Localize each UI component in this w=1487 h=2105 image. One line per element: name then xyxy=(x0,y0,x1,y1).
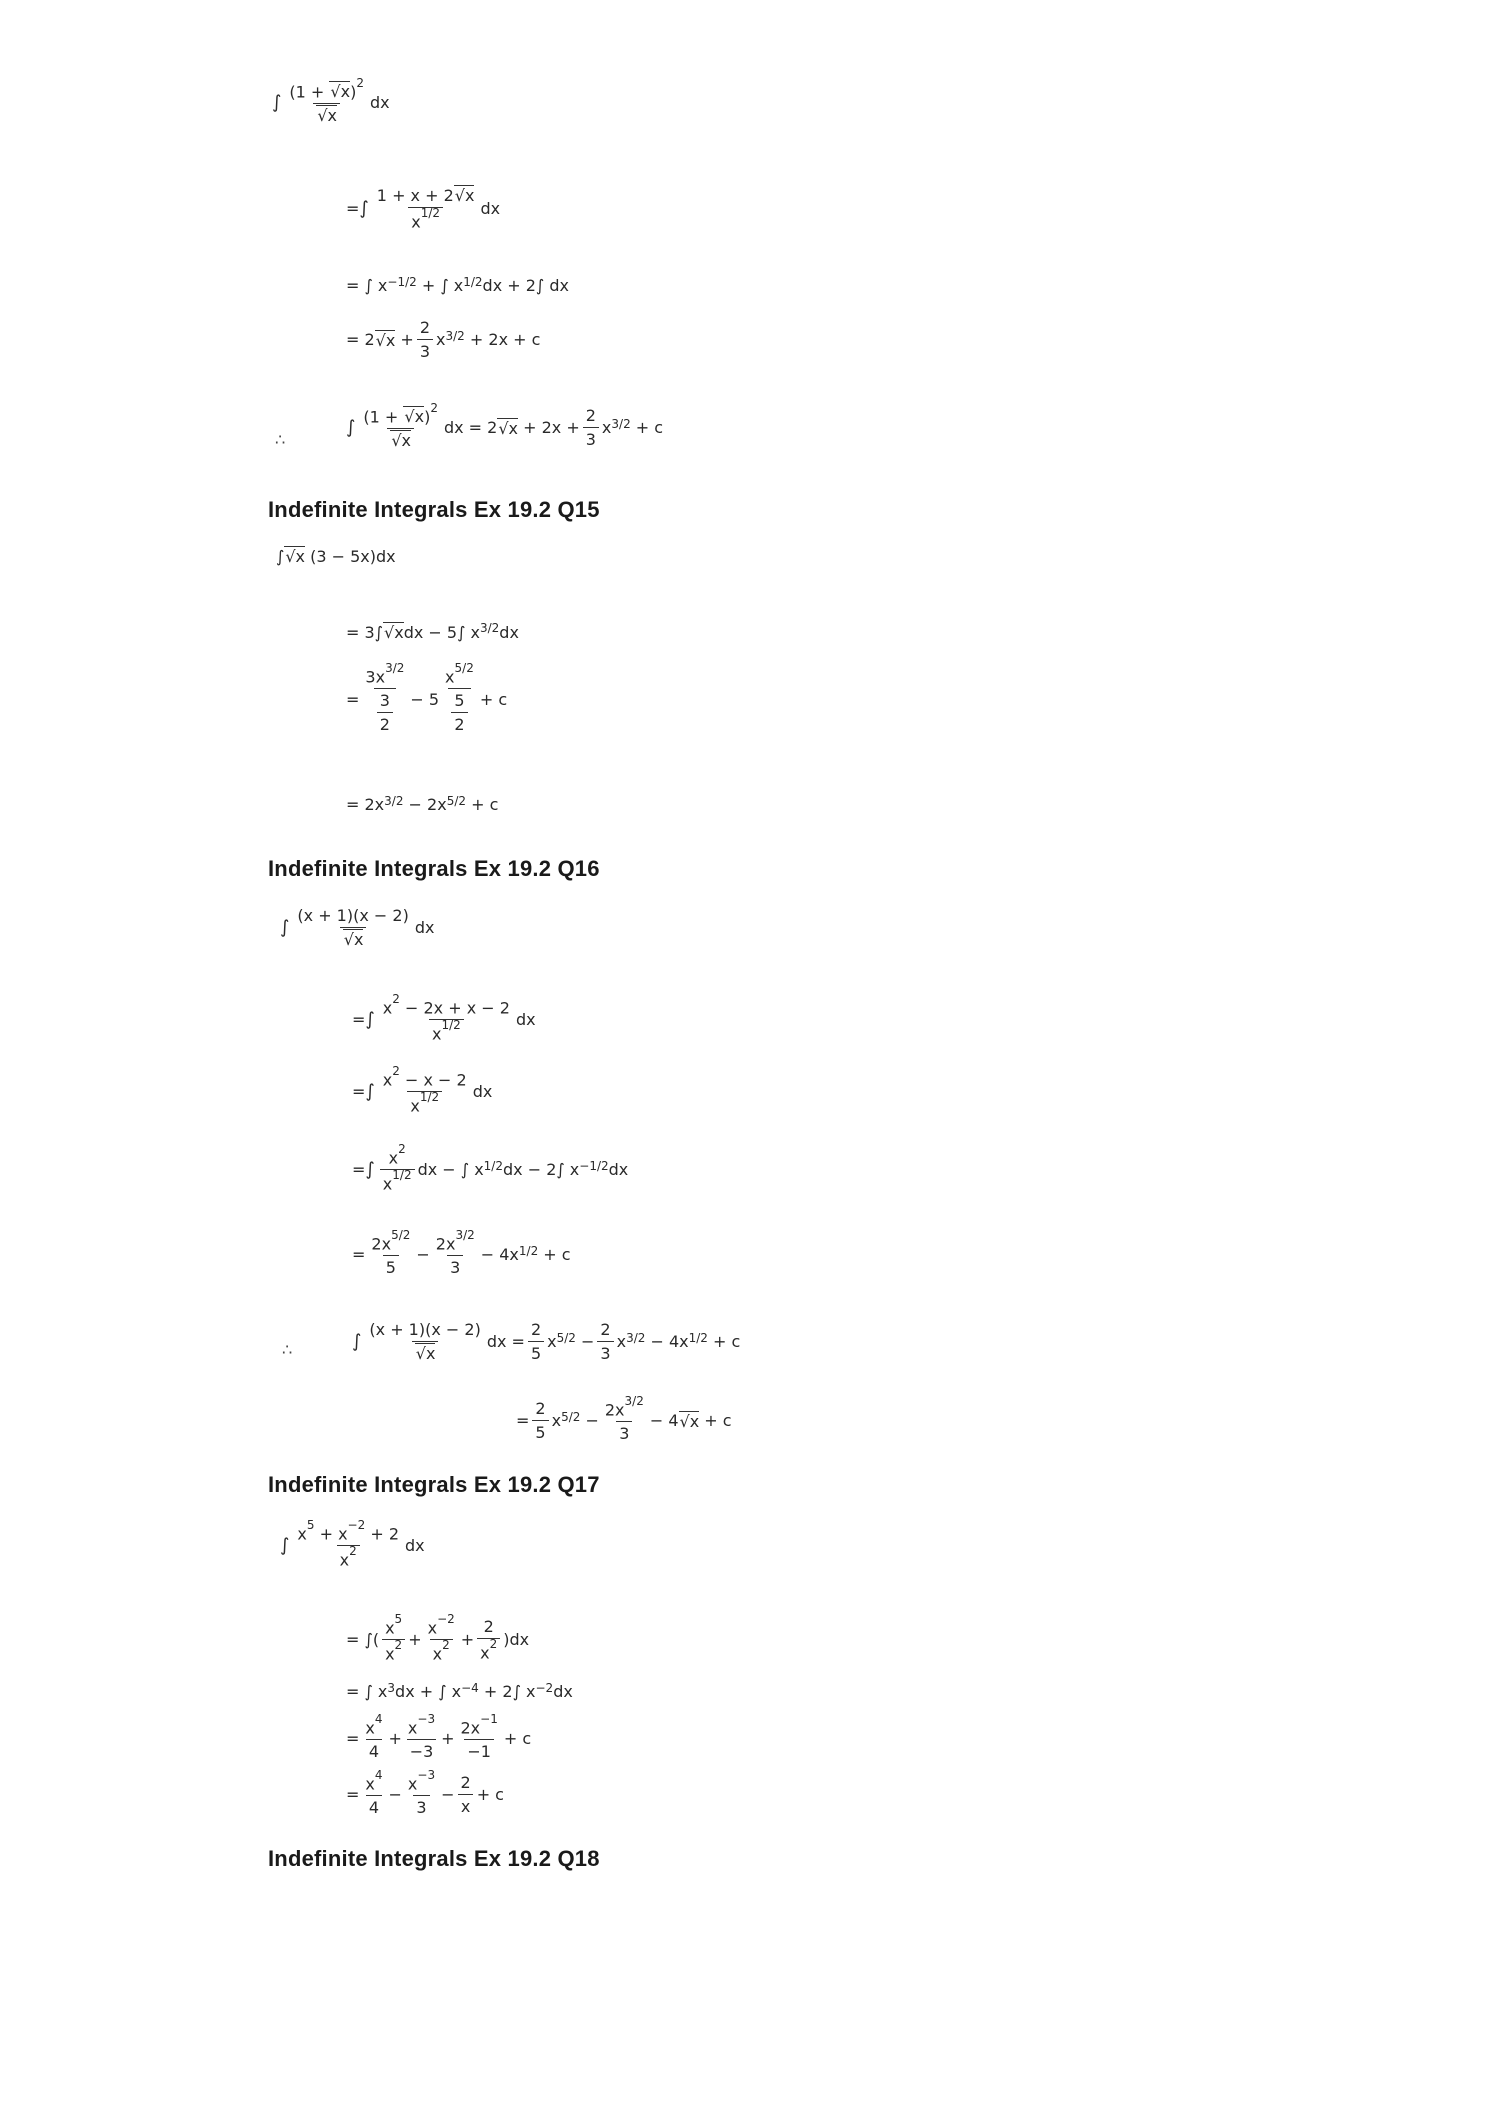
q17-integrand: ∫ $\frac{x^5 + x^{-2} + 2}{x^2}$ dx xyxy=(280,1518,425,1570)
q17-heading: Indefinite Integrals Ex 19.2 Q17 xyxy=(268,1472,600,1497)
q16-step4: = $\frac{2x^{5/2}}{5}$ − $\frac{2x^{3/2}}{3}$ − 4x 1/2 + c xyxy=(352,1228,571,1278)
q15-step2: = $\frac{3x^{3/2}}{\frac{3}{2}}$ − 5 $\frac{x^{5/2}}{\frac{5}{2}}$ + c xyxy=(346,661,508,735)
q16-step1: = ∫ $\frac{x^2 - 2x + x - 2}{x^{1/2}}$ dx xyxy=(352,992,536,1044)
q17-step1: = ∫( $\frac{x^5}{x^2}$ + $\frac{x^{-2}}{x^2}$ + $\frac{2}{x^2}$ )dx xyxy=(346,1612,530,1664)
q15-step1: = 3∫ √x dx − 5∫ x 3/2 dx xyxy=(346,621,519,642)
q17-step2: = ∫ x 3 dx + ∫ x −4 + 2∫ x −2 dx xyxy=(346,1680,573,1701)
q17-step4: = $\frac{x^4}{4}$ − $\frac{x^{-3}}{3}$ − $\frac{2}{x}$ + c xyxy=(346,1768,504,1818)
q16-integrand: ∫ $\frac{(x + 1)(x - 2)}{√x}$ dx xyxy=(280,906,435,949)
q15-step3: = 2x 3/2 − 2x 5/2 + c xyxy=(346,793,499,814)
q14-result: ∫ $\frac{(1 + √x)^2}{√x}$ dx = 2 √x + 2x + $\frac{2}{3}$ x 3/2 + c xyxy=(346,401,664,451)
q16-step3: = ∫ $\frac{x^2}{x^{1/2}}$ dx − ∫ x 1/2 dx − 2∫ x −1/2 dx xyxy=(352,1142,629,1194)
q14-step1: = ∫ $\frac{1 + x + 2√x}{x^{1/2}}$ dx xyxy=(346,186,501,232)
q16-result-2: = $\frac{2}{5}$ x 5/2 − $\frac{2x^{3/2}}{3}$ − 4 √x + c xyxy=(516,1394,732,1444)
q18-heading: Indefinite Integrals Ex 19.2 Q18 xyxy=(268,1846,600,1871)
q16-heading: Indefinite Integrals Ex 19.2 Q16 xyxy=(268,856,600,881)
q15-integrand: ∫ √x (3 − 5x)dx xyxy=(276,546,396,566)
q14-step3: = 2 √x + $\frac{2}{3}$ x 3/2 + 2x + c xyxy=(346,318,541,361)
q16-step2: = ∫ $\frac{x^2 - x - 2}{x^{1/2}}$ dx xyxy=(352,1064,493,1116)
q15-heading: Indefinite Integrals Ex 19.2 Q15 xyxy=(268,497,600,522)
therefore-symbol: ∴ xyxy=(282,1340,293,1359)
q17-step3: = $\frac{x^4}{4}$ + $\frac{x^{-3}}{-3}$ + $\frac{2x^{-1}}{-1}$ + c xyxy=(346,1712,532,1762)
q16-result: ∫ $\frac{(x + 1)(x - 2)}{√x}$ dx = $\frac{2}{5}$ x 5/2 − $\frac{2}{3}$ x 3/2 − 4x 1/2 + c xyxy=(352,1320,741,1363)
q14-step2: = ∫ x −1/2 + ∫ x 1/2 dx + 2∫ dx xyxy=(346,274,569,295)
therefore-symbol: ∴ xyxy=(275,430,286,449)
q14-integrand: ∫ $\frac{(1 + √x)^2}{√x}$ dx xyxy=(272,76,390,126)
